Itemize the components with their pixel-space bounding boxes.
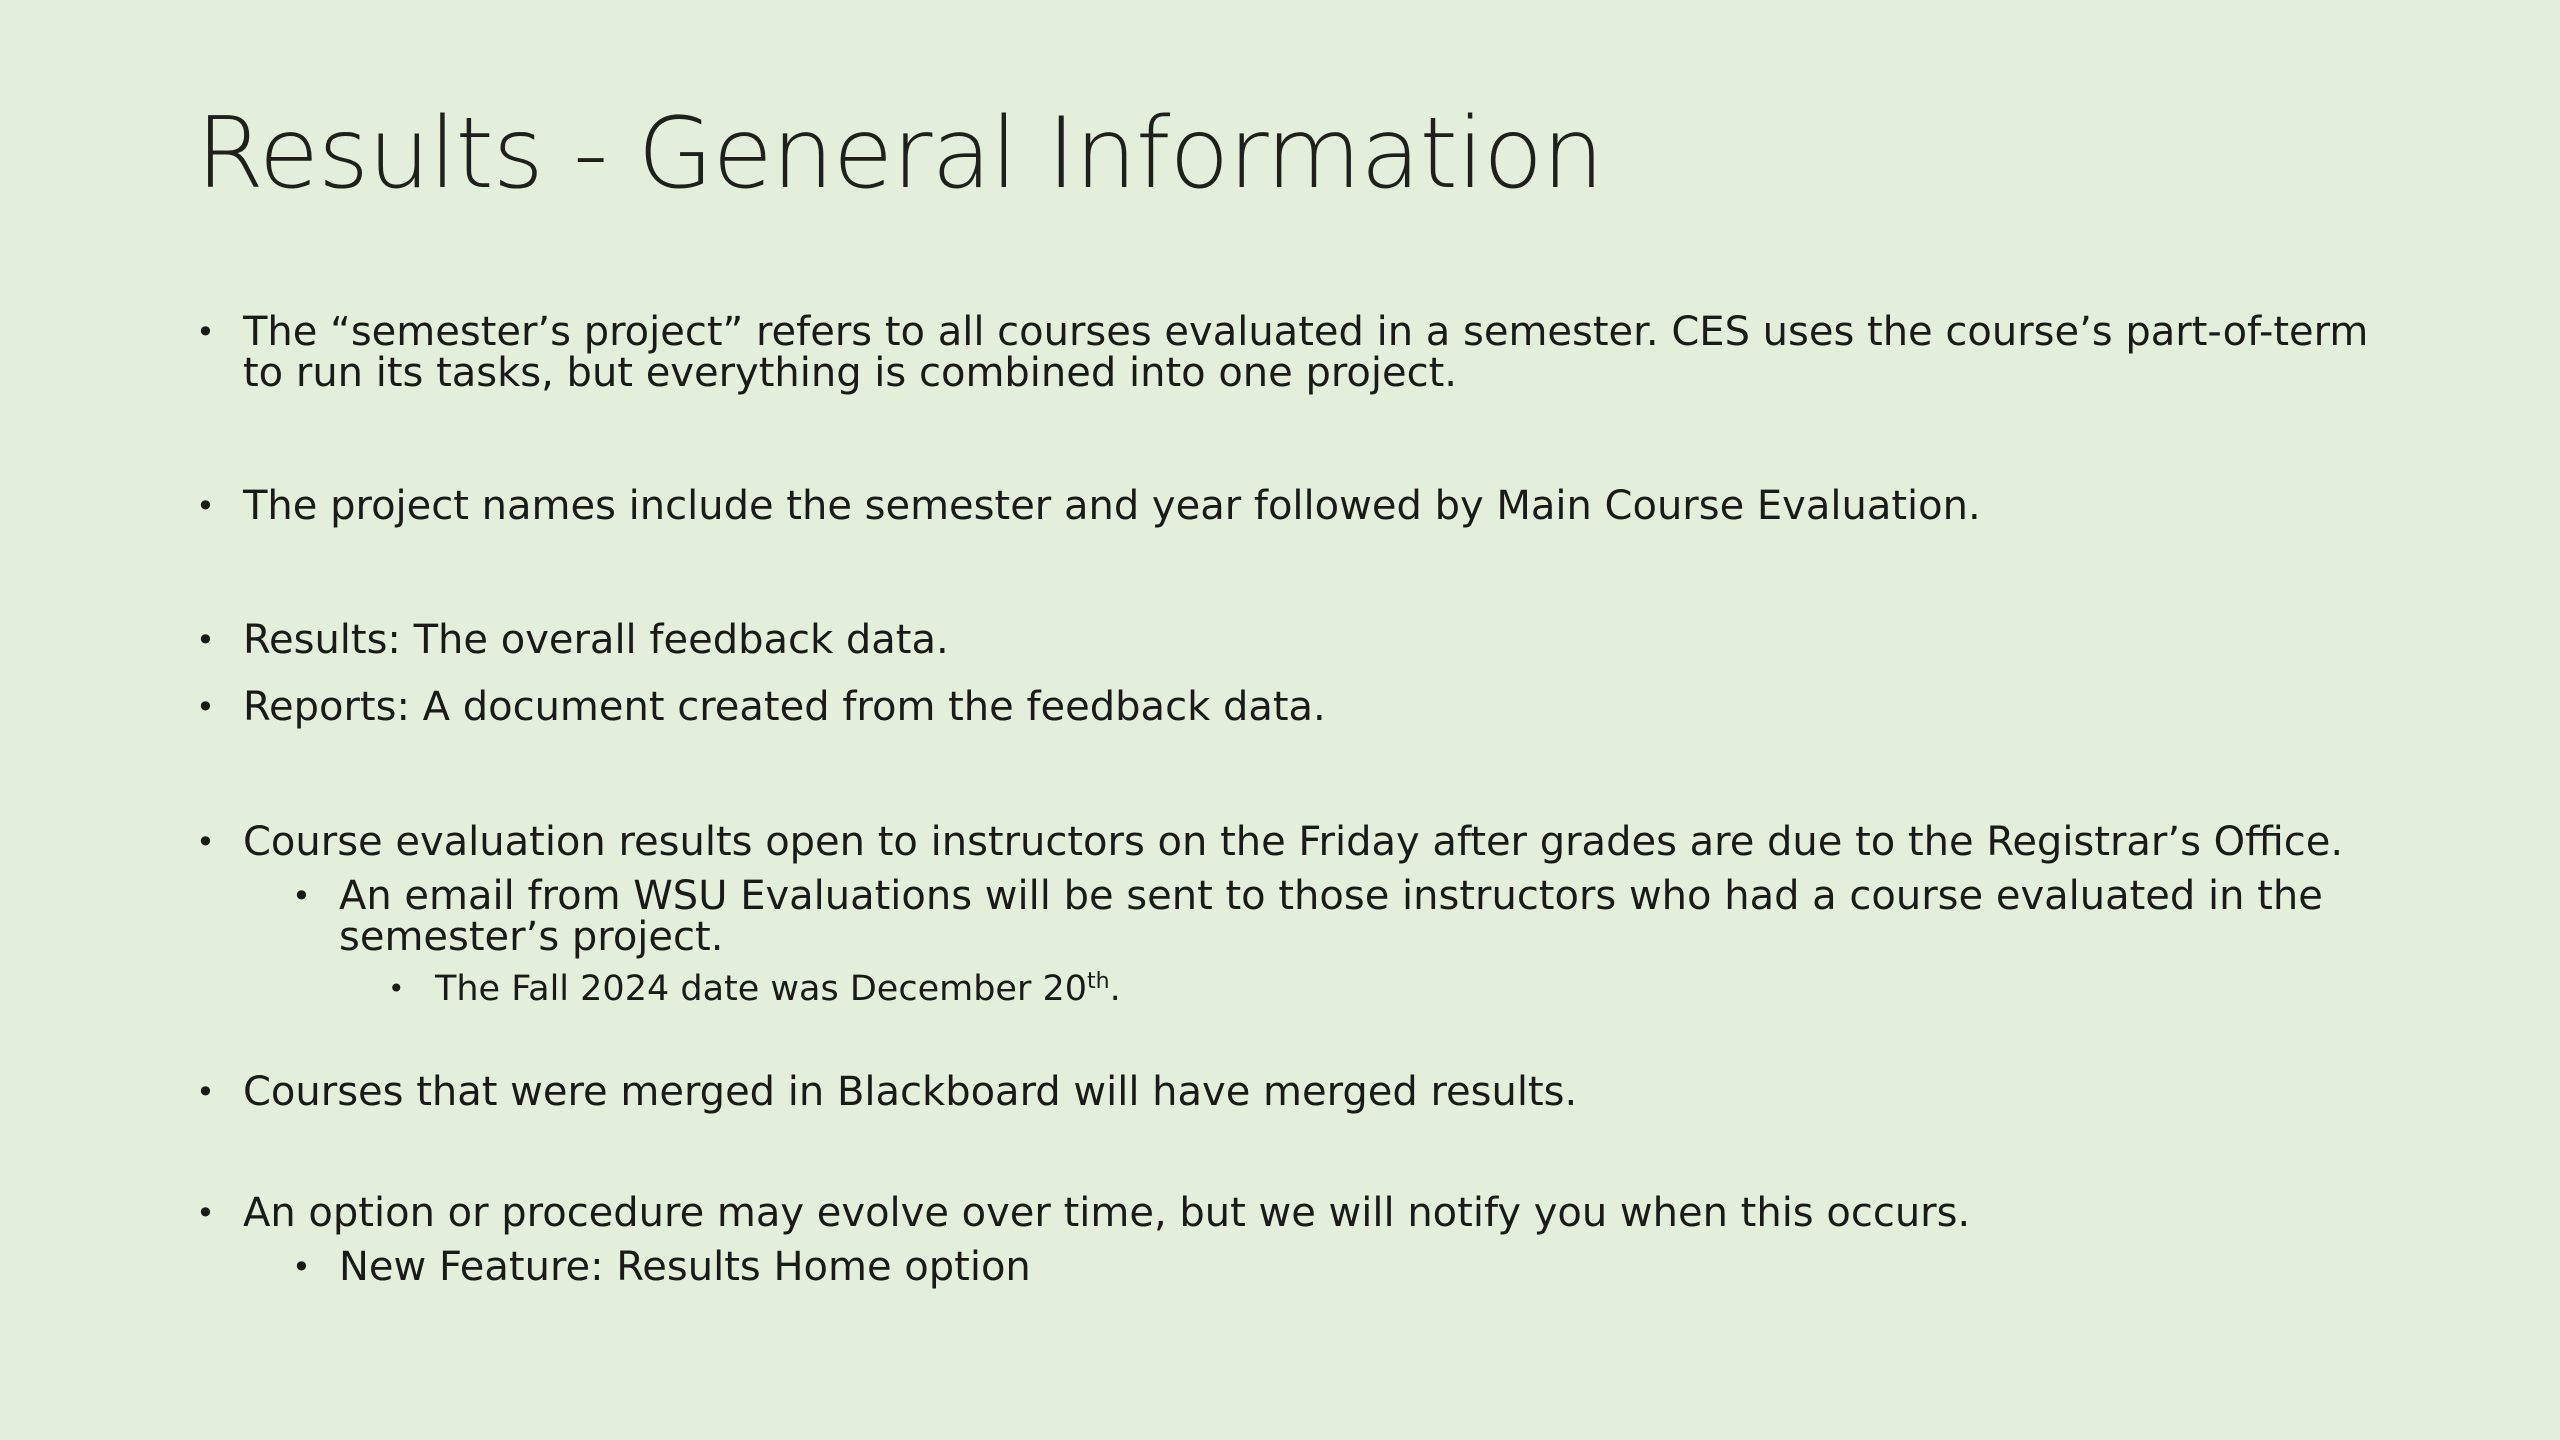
bullet-text: New Feature: Results Home option bbox=[339, 1244, 1031, 1290]
bullet-icon: • bbox=[196, 823, 215, 861]
bullet-item bbox=[196, 309, 2376, 396]
bullet-icon: • bbox=[196, 621, 215, 659]
ordinal-suffix: th bbox=[1087, 969, 1110, 994]
sub-sub-bullet-item bbox=[388, 970, 2288, 1008]
bullet-text: The project names include the semester and year followed by Main Course Evaluation. bbox=[243, 483, 1981, 529]
bullet-icon: • bbox=[196, 487, 215, 525]
bullet-item bbox=[196, 819, 2376, 865]
slide-title: Results - General Information bbox=[196, 97, 1604, 211]
bullet-icon: • bbox=[196, 313, 215, 351]
bullet-text: The “semester’s project” refers to all courses evaluated in a semester. CES uses the course’s part-of-term to run its tasks, but everything is combined into one project. bbox=[243, 309, 2369, 396]
sentence-end: . bbox=[1109, 969, 1121, 1009]
bullet-icon: • bbox=[196, 1073, 215, 1111]
bullet-icon: • bbox=[292, 877, 311, 915]
bullet-text bbox=[388, 970, 2288, 1008]
bullet-text: An option or procedure may evolve over time, but we will notify you when this occurs. bbox=[243, 1190, 1971, 1236]
bullet-text: Results: The overall feedback data. bbox=[243, 617, 949, 663]
sub-bullet-item bbox=[292, 873, 2372, 960]
bullet-text: An email from WSU Evaluations will be sent to those instructors who had a course evaluated in the semester’s project. bbox=[339, 873, 2323, 960]
bullet-item bbox=[196, 684, 2376, 730]
bullet-icon: • bbox=[292, 1248, 311, 1286]
bullet-icon: • bbox=[196, 1194, 215, 1232]
bullet-item bbox=[196, 617, 2376, 663]
bullet-item bbox=[196, 1069, 2376, 1115]
bullet-item bbox=[196, 483, 2376, 529]
bullet-item bbox=[196, 1190, 2376, 1236]
bullet-icon: • bbox=[388, 972, 405, 1005]
bullet-icon: • bbox=[196, 688, 215, 726]
sub-bullet-item bbox=[292, 1244, 2372, 1290]
bullet-text: Reports: A document created from the feedback data. bbox=[243, 684, 1326, 730]
bullet-text: Course evaluation results open to instructors on the Friday after grades are due to the Registrar’s Office. bbox=[243, 819, 2344, 865]
date-text: The Fall 2024 date was December 20 bbox=[435, 969, 1087, 1009]
bullet-text: Courses that were merged in Blackboard will have merged results. bbox=[243, 1069, 1578, 1115]
